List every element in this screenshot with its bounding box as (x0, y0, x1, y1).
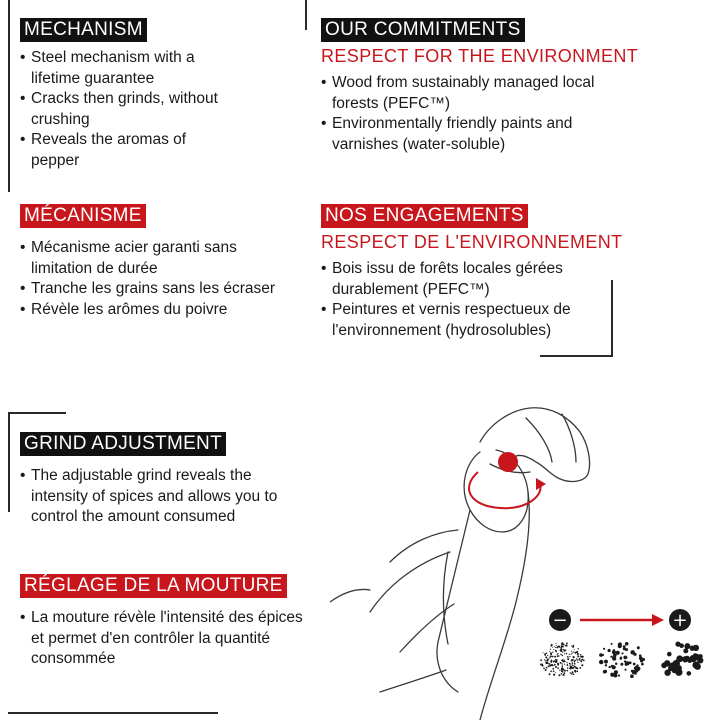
frame-line-top-left (8, 0, 10, 192)
grind-particle (549, 658, 550, 659)
grind-particle (550, 670, 552, 672)
grind-particle (577, 648, 578, 649)
grind-particle (566, 662, 567, 663)
grind-particle (619, 642, 621, 644)
grind-particle (679, 643, 684, 648)
grind-particle (570, 664, 571, 665)
hand-and-grinder-drawing (330, 408, 590, 720)
grind-particle (641, 663, 644, 666)
grind-particle (546, 653, 548, 655)
grinder-illustration (330, 392, 706, 720)
grind-particle (620, 663, 623, 666)
grind-particle (554, 656, 556, 658)
grind-particle (573, 667, 575, 669)
commitments-list (321, 73, 631, 155)
grind-particle (571, 653, 572, 654)
grind-particle (620, 656, 622, 658)
grind-title: GRIND ADJUSTMENT (20, 432, 226, 456)
grind-particle (579, 660, 580, 661)
engagements-subtitle: RESPECT DE L'ENVIRONNEMENT (321, 232, 623, 252)
grind-particle (574, 664, 575, 665)
grind-particle (616, 651, 620, 655)
grind-particle (564, 653, 565, 654)
grind-particle (571, 673, 573, 675)
list-item: • Reveals the aromas of pepper (20, 130, 235, 171)
grind-particle (615, 663, 617, 665)
grind-particle (604, 660, 608, 664)
grind-particle (556, 646, 558, 648)
grind-particle (574, 652, 576, 654)
grind-particle (605, 664, 607, 666)
grind-particle (549, 663, 551, 665)
grind-particle (574, 666, 575, 667)
mechanism-title: MECHANISM (20, 18, 147, 42)
grind-particle (562, 646, 564, 648)
grind-particle (549, 665, 551, 667)
frame-line-right-horizontal (540, 355, 613, 357)
mechanism-section (20, 18, 290, 171)
grind-particle (543, 667, 545, 669)
grind-particle (583, 660, 585, 662)
grind-particle (551, 652, 552, 653)
minus-symbol: − (552, 610, 568, 631)
grind-particle (639, 656, 643, 660)
grind-particle (580, 654, 582, 656)
frame-line-bottom-left-lower (8, 712, 218, 714)
grind-particle (562, 655, 563, 656)
grind-particle (574, 671, 576, 673)
grind-particle (540, 659, 542, 661)
grind-particle (609, 666, 611, 668)
grind-particle (569, 668, 570, 669)
grind-particle (545, 661, 547, 663)
grind-particle (553, 674, 555, 676)
grind-particle (545, 660, 546, 661)
grind-particle (570, 654, 571, 655)
engagements-section (321, 204, 681, 341)
mecanisme-title: MÉCANISME (20, 204, 146, 228)
grind-particle (667, 652, 672, 657)
grind-particle (572, 662, 574, 664)
grind-particle (629, 661, 632, 664)
reglage-section (20, 574, 320, 670)
grind-particle (552, 668, 554, 670)
grind-particle (555, 666, 557, 668)
grind-particle (556, 660, 557, 661)
grind-particle (557, 667, 559, 669)
grind-section (20, 432, 320, 528)
grind-particle (567, 642, 568, 643)
medium-grind-icon (599, 642, 645, 678)
grind-particle (567, 664, 568, 665)
grind-particle (550, 654, 552, 656)
grind-particle (574, 660, 576, 662)
grind-particle (572, 646, 574, 648)
grind-particle (579, 659, 580, 660)
grind-particle (573, 665, 574, 666)
grind-particle (547, 658, 549, 660)
grind-particle (567, 657, 568, 658)
list-item: • The adjustable grind reveals the intensity of spices and allows you to control the amount consumed (20, 466, 295, 528)
grind-particle (567, 658, 569, 660)
fine-grind-icon (540, 642, 585, 676)
grind-particle (569, 656, 570, 657)
grind-particle (599, 660, 603, 664)
grind-particle (544, 653, 546, 655)
grind-particle (558, 646, 560, 648)
grind-particle (577, 668, 578, 669)
commitments-subtitle: RESPECT FOR THE ENVIRONMENT (321, 46, 639, 66)
reglage-title: RÉGLAGE DE LA MOUTURE (20, 574, 287, 598)
grind-particle (555, 672, 556, 673)
grind-particle (624, 669, 626, 671)
grinder-head (464, 450, 528, 532)
mecanisme-section (20, 204, 300, 320)
grind-particle (566, 670, 568, 672)
list-item: • Peintures et vernis respectueux de l'environnement (hydrosolubles) (321, 300, 621, 341)
grind-particle (559, 650, 560, 651)
grind-particle (561, 669, 563, 671)
grind-particle (554, 664, 556, 666)
grind-particle (550, 655, 552, 657)
list-item: • Bois issu de forêts locales gérées durablement (PEFC™) (321, 259, 621, 300)
grind-particle (574, 663, 576, 665)
grind-particle (576, 671, 578, 673)
grind-particle (603, 670, 606, 673)
plus-symbol: + (672, 610, 688, 631)
grind-particle (570, 672, 571, 673)
grind-particle (553, 670, 555, 672)
grind-particle (550, 649, 551, 650)
grind-particle (563, 661, 565, 663)
grind-particle (564, 670, 565, 671)
commitments-title: OUR COMMITMENTS (321, 18, 525, 42)
grind-particle (546, 667, 548, 669)
grind-particle (633, 663, 636, 666)
grind-particle (630, 650, 634, 654)
grind-particle (562, 667, 563, 668)
list-item: • La mouture révèle l'intensité des épices et permet d'en contrôler la quantité consommée (20, 608, 305, 670)
grind-particle (564, 664, 565, 665)
grind-particle (549, 673, 551, 675)
grind-particle (557, 654, 558, 655)
list-item: • Cracks then grinds, without crushing (20, 89, 235, 130)
grind-particle (571, 659, 573, 661)
mecanisme-list (20, 238, 295, 320)
adjustment-knob (498, 452, 518, 472)
grind-particle (582, 656, 583, 657)
grind-particle (610, 656, 612, 658)
grind-particle (637, 646, 640, 649)
grind-particle (560, 646, 562, 648)
grind-particle (556, 643, 557, 644)
grind-particle (602, 654, 604, 656)
grind-particle (561, 673, 563, 675)
grind-particle (558, 655, 560, 657)
grind-particle (634, 672, 637, 675)
engagements-title: NOS ENGAGEMENTS (321, 204, 528, 228)
grind-particle (574, 649, 575, 650)
grind-particle (553, 661, 555, 663)
grind-particle (581, 661, 583, 663)
grind-particle (661, 663, 667, 669)
grind-particle (555, 650, 557, 652)
grind-particle (573, 651, 574, 652)
grind-particle (630, 674, 634, 678)
grind-particle (577, 653, 579, 655)
grind-particle (636, 664, 639, 667)
grind-particle (542, 663, 543, 664)
grind-particle (561, 663, 562, 664)
grind-particle (562, 651, 563, 652)
grind-particle (624, 660, 626, 662)
grind-particle (610, 673, 614, 677)
grind-particle (552, 656, 554, 658)
upper-hand (480, 408, 590, 482)
grind-particle (562, 674, 564, 676)
reglage-list (20, 608, 305, 670)
grind-particle (547, 661, 548, 662)
grind-particle (623, 656, 627, 660)
engagements-list (321, 259, 621, 341)
list-item: • Environmentally friendly paints and varnishes (water-soluble) (321, 114, 631, 155)
grind-particle (547, 655, 548, 656)
rotation-arrow (469, 472, 541, 508)
grind-particle (570, 666, 572, 668)
grind-list (20, 466, 295, 528)
grind-particle (560, 662, 561, 663)
scale-arrow-head (652, 614, 664, 626)
list-item: • Wood from sustainably managed local forests (PEFC™) (321, 73, 631, 114)
list-item: • Mécanisme acier garanti sans limitation de durée (20, 238, 295, 279)
grind-particle (544, 659, 545, 660)
grind-particle (563, 643, 565, 645)
grind-particle (571, 645, 572, 646)
grind-particle (554, 646, 555, 647)
grind-particle (577, 656, 578, 657)
grind-particle (611, 643, 613, 645)
grind-particle (580, 667, 581, 668)
grind-particle (549, 651, 550, 652)
grind-particle (684, 643, 690, 649)
grind-particle (612, 665, 616, 669)
grind-particle (564, 650, 566, 652)
grind-particle (581, 664, 583, 666)
grind-particle (567, 667, 569, 669)
grind-particle (560, 654, 562, 656)
grind-particle (566, 653, 567, 654)
grind-particle (557, 653, 558, 654)
grind-particle (550, 661, 552, 663)
grind-particle (625, 642, 629, 646)
list-item: • Tranche les grains sans les écraser (20, 279, 295, 300)
grind-particle (558, 674, 560, 676)
grind-particle (545, 656, 547, 658)
grind-particle (612, 650, 616, 654)
grind-particle (686, 671, 691, 676)
grind-particle (559, 670, 560, 671)
grind-particle (577, 662, 578, 663)
grind-particle (571, 651, 572, 652)
grind-particle (577, 659, 579, 661)
grind-particle (552, 647, 553, 648)
grind-particle (685, 656, 690, 661)
grind-particle (614, 670, 618, 674)
grind-particle (562, 659, 563, 660)
grind-particle (551, 644, 553, 646)
grind-particle (676, 655, 683, 662)
grind-particle (603, 648, 605, 650)
grind-particle (698, 654, 703, 659)
grind-particle (548, 665, 550, 667)
grind-particle (556, 645, 557, 646)
grind-particle (693, 645, 699, 651)
grind-particle (631, 670, 634, 673)
grind-particle (552, 665, 554, 667)
frame-line-bottom-left-horizontal (8, 412, 66, 414)
grind-particle (567, 665, 568, 666)
grind-particle (569, 654, 570, 655)
grind-particle (562, 649, 563, 650)
frame-line-top-middle-vertical (305, 0, 307, 30)
grind-particle (578, 655, 579, 656)
grind-particle (561, 642, 563, 644)
grind-particle (562, 665, 563, 666)
grind-particle (557, 656, 558, 657)
grind-particle (564, 659, 565, 660)
coarse-grind-icon (661, 641, 703, 675)
grind-particle (542, 665, 544, 667)
grind-particle (576, 651, 578, 653)
grind-particle (694, 663, 701, 670)
list-item: • Steel mechanism with a lifetime guarantee (20, 48, 235, 89)
grind-particle (642, 658, 645, 661)
grind-particle (552, 652, 553, 653)
grind-particle (573, 673, 575, 675)
frame-line-bottom-left-vertical (8, 412, 10, 512)
grind-particle (683, 648, 688, 653)
coarseness-scale (540, 609, 703, 678)
grind-particle (623, 647, 626, 650)
grind-particle (555, 647, 556, 648)
grind-particle (564, 672, 566, 674)
grind-particle (621, 652, 623, 654)
grind-particle (572, 656, 574, 658)
grind-particle (542, 652, 543, 653)
grind-particle (565, 645, 567, 647)
grind-particle (618, 675, 620, 677)
grind-particle (672, 669, 676, 673)
mechanism-list (20, 48, 235, 171)
grind-particle (563, 669, 564, 670)
commitments-section (321, 18, 681, 155)
grind-particle (607, 649, 610, 652)
grind-particle (572, 671, 574, 673)
grind-particle (557, 664, 559, 666)
grind-particle (545, 669, 547, 671)
grind-particle (553, 649, 554, 650)
list-item: • Révèle les arômes du poivre (20, 300, 295, 321)
